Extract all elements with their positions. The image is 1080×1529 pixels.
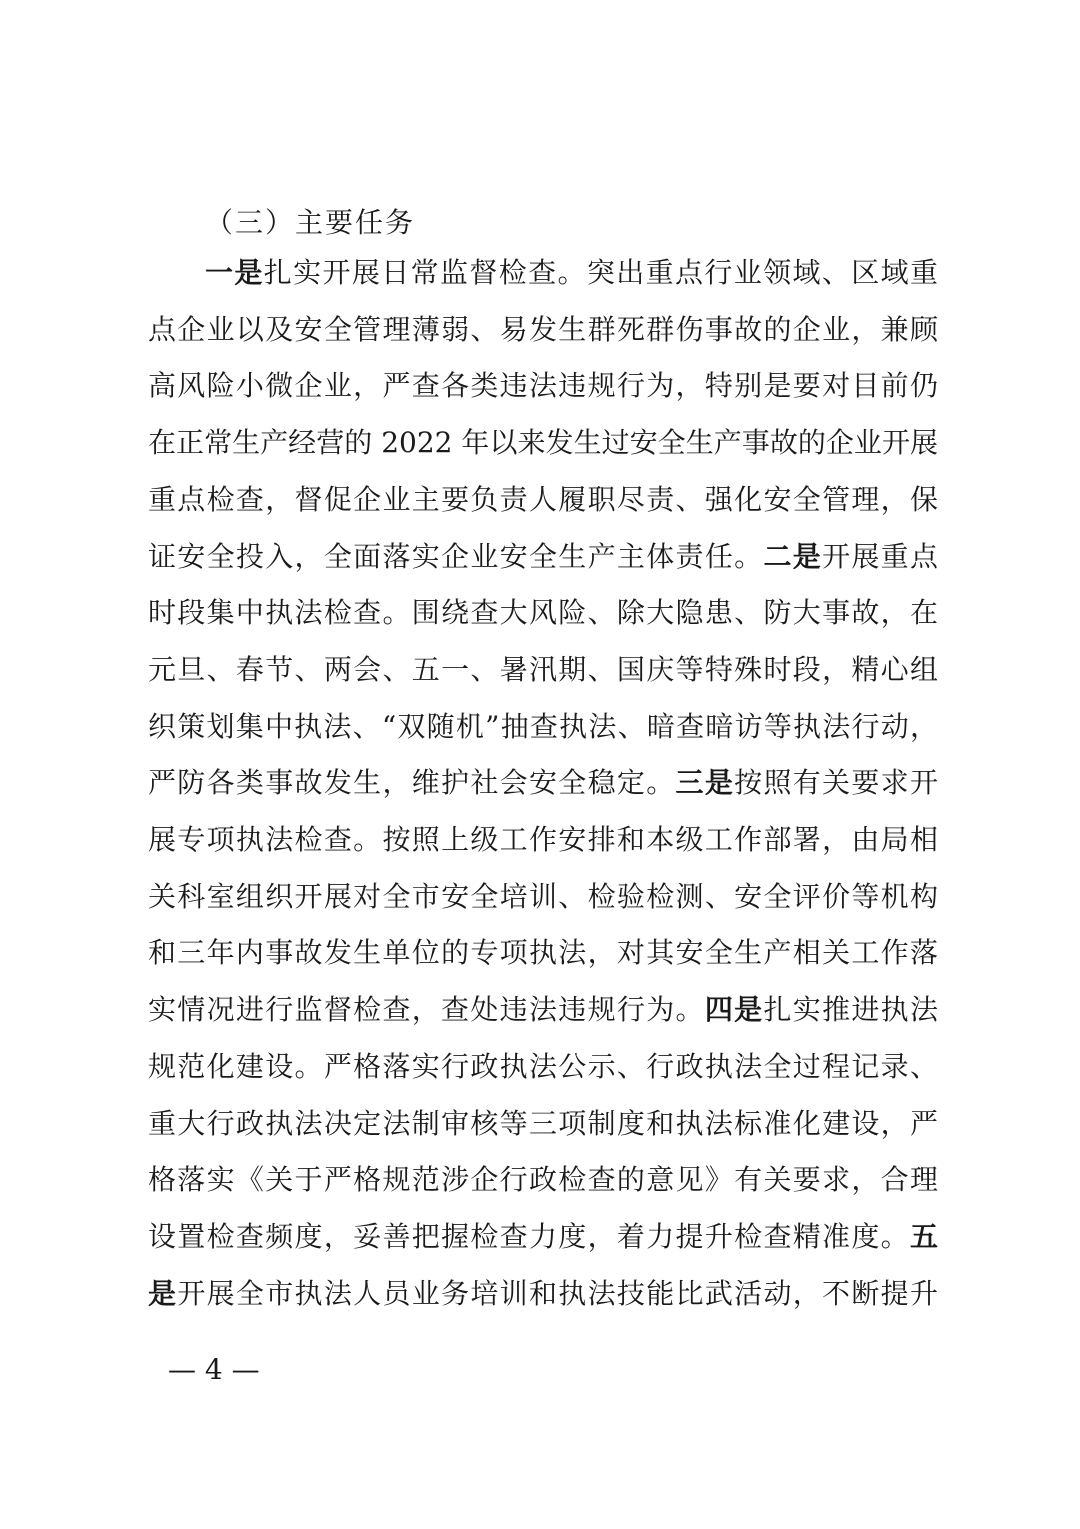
text-segment: 重大行政执法决定法制审核等三项制度和执法标准化建设，严 bbox=[148, 1106, 938, 1140]
text-segment: 和三年内事故发生单位的专项执法，对其安全生产相关工作落 bbox=[148, 936, 938, 970]
bold-lead-text: 一是 bbox=[205, 256, 264, 289]
section-heading: （三）主要任务 bbox=[205, 206, 416, 239]
text-segment: 重点检查，督促企业主要负责人履职尽责、强化安全管理，保 bbox=[148, 482, 938, 516]
text-line bbox=[148, 985, 938, 1035]
text-line bbox=[148, 928, 938, 978]
text-segment: 关科室组织开展对全市安全培训、检验检测、安全评价等机构 bbox=[148, 879, 938, 913]
bold-lead-text: 四是 bbox=[704, 993, 764, 1027]
text-segment: 展专项执法检查。按照上级工作安排和本级工作部署，由局相 bbox=[148, 823, 938, 856]
text-line bbox=[148, 361, 938, 411]
bold-lead-text: 五 bbox=[909, 1219, 938, 1253]
text-segment: 扎实开展日常监督检查。突出重点行业领域、区域重 bbox=[263, 256, 938, 289]
bold-lead-text: 是 bbox=[148, 1276, 178, 1310]
text-segment: 扎实推进执法 bbox=[763, 993, 938, 1027]
text-line bbox=[205, 248, 938, 298]
text-line bbox=[148, 305, 938, 355]
text-line bbox=[148, 1212, 938, 1262]
text-line bbox=[148, 758, 938, 808]
text-line bbox=[148, 645, 938, 695]
text-line bbox=[148, 702, 938, 752]
text-line bbox=[148, 815, 938, 865]
text-line bbox=[148, 1155, 938, 1205]
bold-lead-text: 三是 bbox=[675, 766, 735, 800]
text-line bbox=[148, 872, 938, 922]
text-line bbox=[148, 1269, 938, 1319]
text-segment: 在正常生产经营的 2022 年以来发生过安全生产事故的企业开展 bbox=[148, 426, 938, 460]
text-line bbox=[148, 588, 938, 638]
text-line bbox=[148, 532, 938, 582]
text-line bbox=[148, 418, 938, 468]
text-segment: 高风险小微企业，严查各类违法违规行为，特别是要对目前仍 bbox=[148, 369, 938, 403]
text-segment: 严防各类事故发生，维护社会安全稳定。 bbox=[148, 766, 676, 800]
text-segment: 点企业以及安全管理薄弱、易发生群死群伤事故的企业，兼顾 bbox=[148, 312, 938, 346]
text-segment: 实情况进行监督检查，查处违法违规行为。 bbox=[148, 993, 705, 1027]
page-number: — 4 — bbox=[168, 1353, 260, 1386]
bold-lead-text: 二是 bbox=[763, 539, 823, 573]
text-segment: 格落实《关于严格规范涉企行政检查的意见》有关要求，合理 bbox=[148, 1163, 938, 1197]
text-line bbox=[148, 475, 938, 525]
text-segment: 时段集中执法检查。围绕查大风险、除大隐患、防大事故，在 bbox=[148, 596, 938, 630]
text-line bbox=[148, 1042, 938, 1092]
text-segment: 证安全投入，全面落实企业安全生产主体责任。 bbox=[148, 539, 764, 573]
text-segment: 元旦、春节、两会、五一、暑汛期、国庆等特殊时段，精心组 bbox=[148, 652, 938, 686]
text-segment: 设置检查频度，妥善把握检查力度，着力提升检查精准度。 bbox=[148, 1219, 910, 1253]
text-segment: 规范化建设。严格落实行政执法公示、行政执法全过程记录、 bbox=[148, 1049, 938, 1083]
text-segment: 开展重点 bbox=[822, 539, 938, 573]
text-segment: 按照有关要求开 bbox=[734, 766, 938, 800]
text-segment: 织策划集中执法、“双随机”抽查执法、暗查暗访等执法行动， bbox=[148, 709, 938, 743]
text-segment: 开展全市执法人员业务培训和执法技能比武活动，不断提升 bbox=[177, 1276, 938, 1310]
text-line bbox=[148, 1099, 938, 1149]
